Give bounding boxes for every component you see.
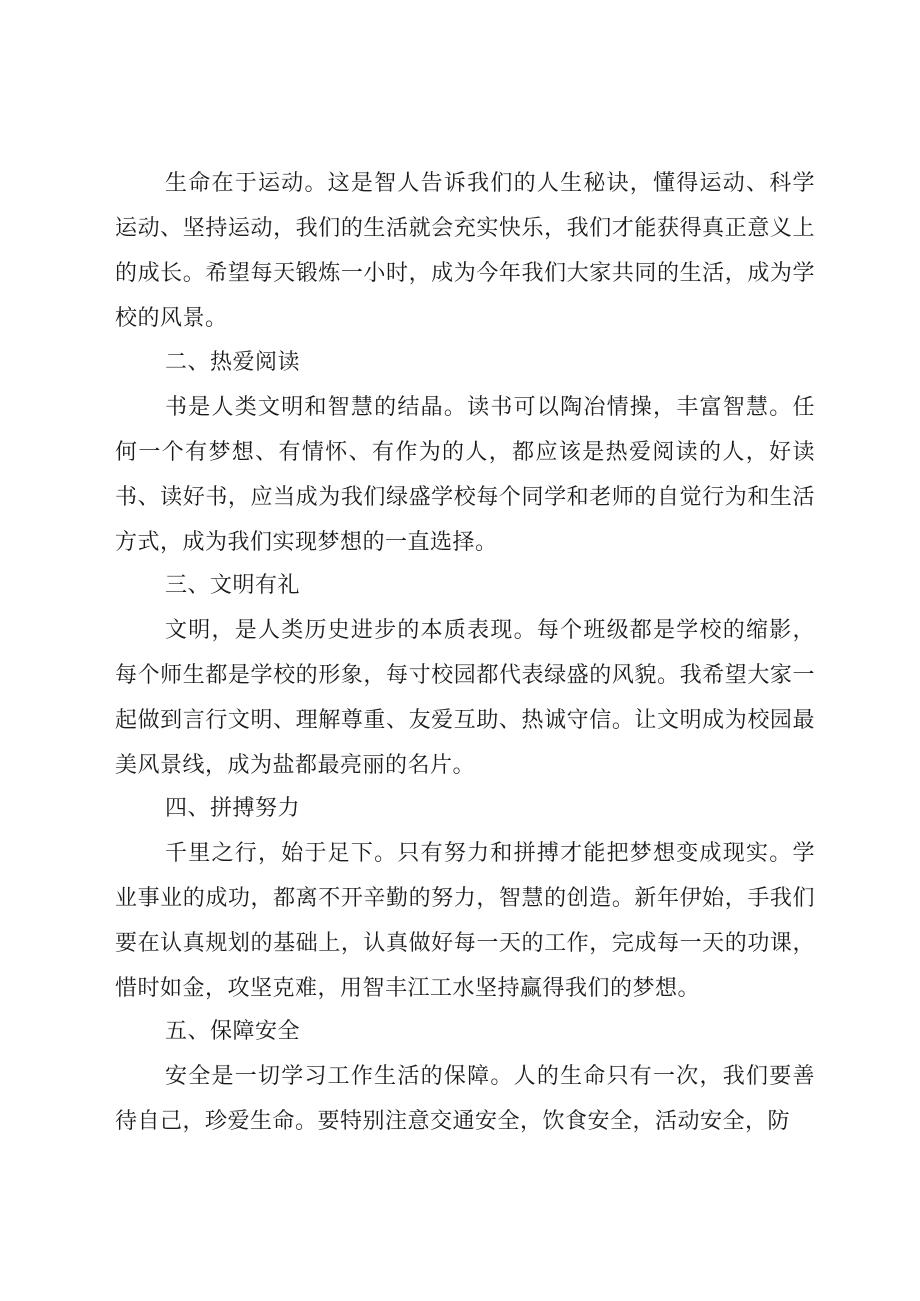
heading-hard-work: 四、拼搏努力 bbox=[165, 796, 301, 821]
heading-civility: 三、文明有礼 bbox=[165, 573, 301, 598]
paragraph-exercise: 生命在于运动。这是智人告诉我们的人生秘诀，懂得运动、科学运动、坚持运动，我们的生活就会充实快乐，我们才能获得真正意义上的成长。希望每天锻炼一小时，成为今年我们大家共同的生活，成为学校的风景。 bbox=[115, 171, 815, 331]
paragraph-civility: 文明，是人类历史进步的本质表现。每个班级都是学校的缩影，每个师生都是学校的形象，每寸校园都代表绿盛的风貌。我希望大家一起做到言行文明、理解尊重、友爱互助、热诚守信。让文明成为校园最美风景线，成为盐都最亮丽的名片。 bbox=[115, 618, 815, 778]
paragraph-reading: 书是人类文明和智慧的结晶。读书可以陶冶情操，丰富智慧。任何一个有梦想、有情怀、有作为的人，都应该是热爱阅读的人，好读书、读好书，应当成为我们绿盛学校每个同学和老师的自觉行为和生活方式，成为我们实现梦想的一直选择。 bbox=[115, 395, 815, 555]
paragraph-hard-work: 千里之行，始于足下。只有努力和拼搏才能把梦想变成现实。学业事业的成功，都离不开辛勤的努力，智慧的创造。新年伊始，手我们要在认真规划的基础上，认真做好每一天的工作，完成每一天的功课，惜时如金，攻坚克难，用智丰江工水坚持赢得我们的梦想。 bbox=[115, 841, 815, 1001]
heading-safety: 五、保障安全 bbox=[165, 1019, 301, 1044]
paragraph-safety: 安全是一切学习工作生活的保障。人的生命只有一次，我们要善待自己，珍爱生命。要特别注意交通安全，饮食安全，活动安全，防 bbox=[115, 1064, 815, 1134]
heading-love-reading: 二、热爱阅读 bbox=[165, 350, 301, 375]
